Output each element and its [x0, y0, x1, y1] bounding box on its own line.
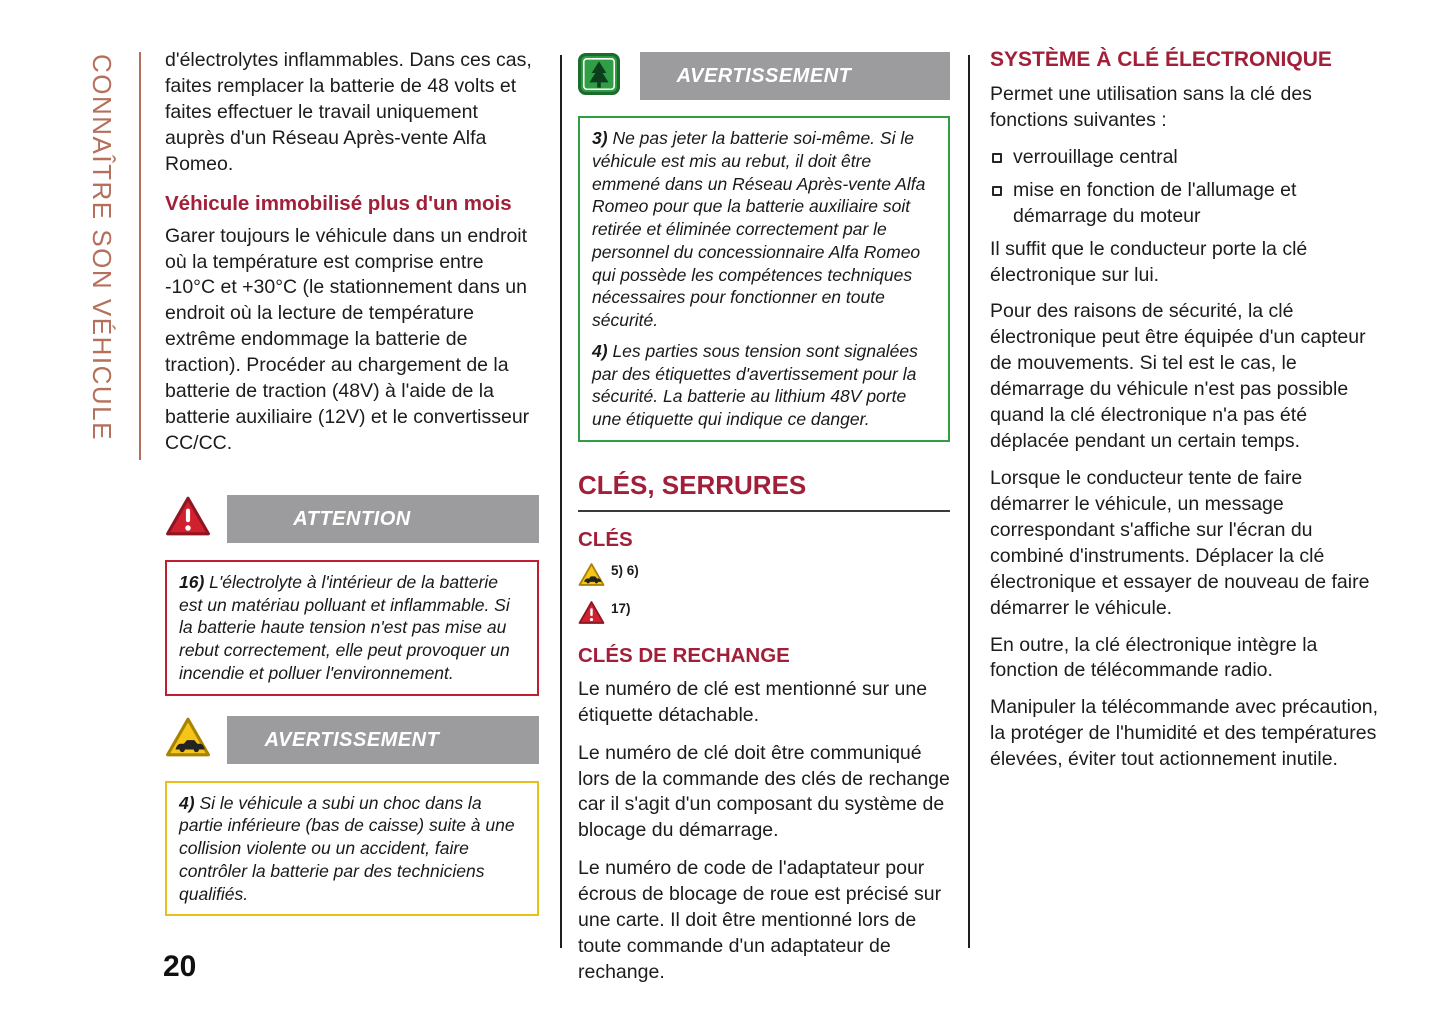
paragraph-code-adaptateur: Le numéro de code de l'adaptateur pour écrous de blocage de roue est précisé sur une carte. Il doit être mentionné lors de toute commande d'un adaptateur de rechange.: [578, 857, 942, 983]
list-item: [990, 145, 1382, 171]
reference-numbers: 5) 6): [611, 562, 639, 578]
paragraph-message: Lorsque le conducteur tente de faire démarrer le véhicule, un message correspondant s'affiche sur l'écran du combiné d'instruments. Déplacer la clé électronique et essayer de nouveau de faire démarrer le véhicule.: [990, 466, 1370, 619]
note-16: [179, 571, 525, 685]
paragraph-conducteur: Il suffit que le conducteur porte la clé électronique sur lui.: [990, 237, 1308, 286]
square-bullet-icon: [992, 186, 1002, 196]
heading-systeme-cle-electronique: SYSTÈME À CLÉ ÉLECTRONIQUE: [990, 48, 1332, 71]
note-text: Ne pas jeter la batterie soi-même. Si le véhicule est mis au rebut, il doit être emmené dans un Réseau Après-vente Alfa Romeo pour que la batterie auxiliaire soit retirée et éliminée correctement par le personnel du concessionnaire Alfa Romeo qui possède les compétences techniques nécessaires pour fonctionner en toute sécurité.: [592, 128, 926, 330]
note-number: 4): [592, 340, 608, 361]
subheading-cles: CLÉS: [578, 527, 633, 551]
column-divider-1: [560, 55, 562, 948]
paragraph-numero-cle: Le numéro de clé est mentionné sur une étiquette détachable.: [578, 677, 928, 726]
avertissement-banner: [165, 716, 539, 764]
paragraph-telecommande: En outre, la clé électronique intègre la fonction de télécommande radio.: [990, 633, 1318, 682]
heading-vehicule-immobilise: Véhicule immobilisé plus d'un mois: [165, 191, 512, 215]
bullet-text: verrouillage central: [1013, 145, 1178, 168]
banner-title: ATTENTION: [293, 507, 411, 530]
banner-title: AVERTISSEMENT: [676, 65, 852, 87]
avertissement-note-box: [165, 781, 539, 917]
note-4: [179, 792, 525, 906]
reference-row: [578, 562, 950, 592]
note-3: [592, 127, 936, 332]
caution-car-triangle-small-icon: [578, 562, 605, 592]
eco-note-box: [578, 116, 950, 442]
column-2: [578, 52, 950, 998]
note-text: Les parties sous tension sont signalées par des étiquettes d'avertissement pour la sécurité. La batterie au lithium 48V porte une étiquette qui indique ce danger.: [592, 340, 918, 429]
column-1: [165, 48, 539, 916]
column-3: [990, 48, 1382, 784]
note-text: Si le véhicule a subi un choc dans la partie inférieure (bas de caisse) suite à une collision violente ou un accident, faire contrôler la batterie par des techniciens qualifiés.: [179, 792, 515, 904]
note-text: L'électrolyte à l'intérieur de la batterie est un matériau polluant et inflammable. Si la batterie haute tension n'est pas mise au rebut correctement, elle peut provoquer un incendie et polluer l'environnement.: [179, 571, 510, 683]
square-bullet-icon: [992, 153, 1002, 163]
sidebar-rule: [139, 52, 141, 460]
paragraph-precaution: Manipuler la télécommande avec précaution, la protéger de l'humidité et des températures élevées, éviter tout actionnement inutile.: [990, 696, 1379, 771]
attention-note-box: [165, 560, 539, 696]
reference-numbers: 17): [611, 600, 631, 616]
banner-title: AVERTISSEMENT: [264, 728, 440, 751]
subheading-cles-rechange: CLÉS DE RECHANGE: [578, 643, 790, 667]
note-4: [592, 340, 936, 431]
note-number: 3): [592, 128, 608, 148]
paragraph-commande-cles: Le numéro de clé doit être communiqué lors de la commande des clés de rechange car il s'agit d'un composant du système de blocage du démarrage.: [578, 741, 950, 842]
list-item: [990, 178, 1382, 230]
paragraph-intro: Permet une utilisation sans la clé des fonctions suivantes :: [990, 83, 1312, 131]
avertissement-eco-banner: [578, 52, 950, 100]
paragraph-immobilise: Garer toujours le véhicule dans un endroit où la température est comprise entre -10°C et +30°C (le stationnement dans un endroit où la lecture de température extrême endommage la batterie de traction). Procéder au chargement de la batterie de traction (48V) à l'aide de la batterie auxiliaire (12V) et le convertisseur CC/CC.: [165, 224, 530, 454]
paragraph-capteur: Pour des raisons de sécurité, la clé électronique peut être équipée d'un capteur de mouvements. Si tel est le cas, le démarrage du véhicule n'est pas possible quand la clé électronique n'a pas été déplacée pendant un certain temps.: [990, 300, 1366, 453]
reference-row: [578, 600, 950, 630]
bullet-text: mise en fonction de l'allumage et démarrage du moteur: [1013, 178, 1297, 227]
attention-banner: [165, 495, 539, 543]
warning-triangle-small-icon: [578, 600, 605, 630]
paragraph-electrolytes: d'électrolytes inflammables. Dans ces cas, faites remplacer la batterie de 48 volts et faites effectuer le travail uniquement auprès d'un Réseau Après-vente Alfa Romeo.: [165, 49, 532, 175]
section-rule: [578, 510, 950, 512]
chapter-sidebar-label: CONNAÎTRE SON VÉHICULE: [87, 54, 117, 441]
note-number: 16): [179, 571, 205, 592]
page-number: 20: [163, 950, 197, 983]
column-divider-2: [968, 55, 970, 948]
note-number: 4): [179, 792, 195, 813]
section-title-cles-serrures: CLÉS, SERRURES: [578, 469, 807, 500]
